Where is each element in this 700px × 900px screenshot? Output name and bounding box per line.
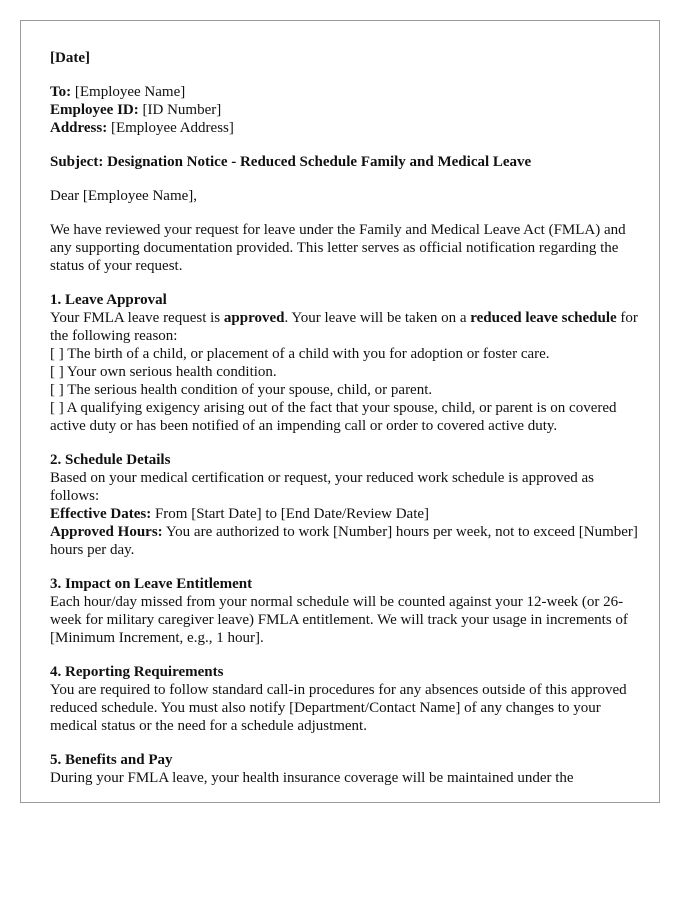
section-heading: 2. Schedule Details	[50, 452, 171, 468]
letter-date: [Date]	[50, 50, 90, 66]
section-leave-entitlement	[50, 575, 640, 647]
section-text: You are required to follow standard call-in procedures for any absences outside of this approved reduced schedule. You must also notify [Department/Contact Name] of any changes to your medical status or the need for a schedule adjustment.	[50, 682, 627, 734]
section-heading: 1. Leave Approval	[50, 292, 167, 308]
recipient-to: To: [Employee Name]	[50, 84, 186, 100]
section-benefits	[50, 751, 640, 787]
section-schedule-details	[50, 451, 640, 559]
recipient-block	[50, 83, 640, 137]
section-text: Your FMLA leave request is approved. Your leave will be taken on a reduced leave schedule for the following reason:	[50, 310, 638, 344]
reason-option: [ ] Your own serious health condition.	[50, 364, 277, 380]
reason-option: [ ] A qualifying exigency arising out of the fact that your spouse, child, or parent is on covered active duty or has been notified of an impending call or order to covered active duty.	[50, 400, 617, 434]
recipient-address: Address: [Employee Address]	[50, 120, 234, 136]
section-text: Based on your medical certification or request, your reduced work schedule is approved as follows:	[50, 470, 594, 504]
section-leave-approval	[50, 291, 640, 435]
intro-paragraph: We have reviewed your request for leave under the Family and Medical Leave Act (FMLA) and any supporting documentation provided. This letter serves as official notification regarding the status of your request.	[50, 222, 626, 274]
section-heading: 3. Impact on Leave Entitlement	[50, 576, 253, 592]
section-text: Each hour/day missed from your normal schedule will be counted against your 12-week (or 26-week for military caregiver leave) FMLA entitlement. We will track your usage in increments of [Minimum Increment, e.g., 1 hour].	[50, 594, 628, 646]
letter-page	[20, 20, 660, 803]
section-reporting	[50, 663, 640, 735]
reason-option: [ ] The birth of a child, or placement of a child with you for adoption or foster care.	[50, 346, 550, 362]
subject-line: Subject: Designation Notice - Reduced Schedule Family and Medical Leave	[50, 154, 532, 170]
letter-content	[50, 49, 640, 787]
effective-dates: Effective Dates: From [Start Date] to [End Date/Review Date]	[50, 506, 430, 522]
approved-hours: Approved Hours: You are authorized to work [Number] hours per week, not to exceed [Number] hours per day.	[50, 524, 638, 558]
section-text: During your FMLA leave, your health insurance coverage will be maintained under the	[50, 770, 574, 786]
reason-option: [ ] The serious health condition of your spouse, child, or parent.	[50, 382, 433, 398]
section-heading: 4. Reporting Requirements	[50, 664, 224, 680]
section-heading: 5. Benefits and Pay	[50, 752, 173, 768]
recipient-employee-id: Employee ID: [ID Number]	[50, 102, 222, 118]
salutation: Dear [Employee Name],	[50, 188, 198, 204]
